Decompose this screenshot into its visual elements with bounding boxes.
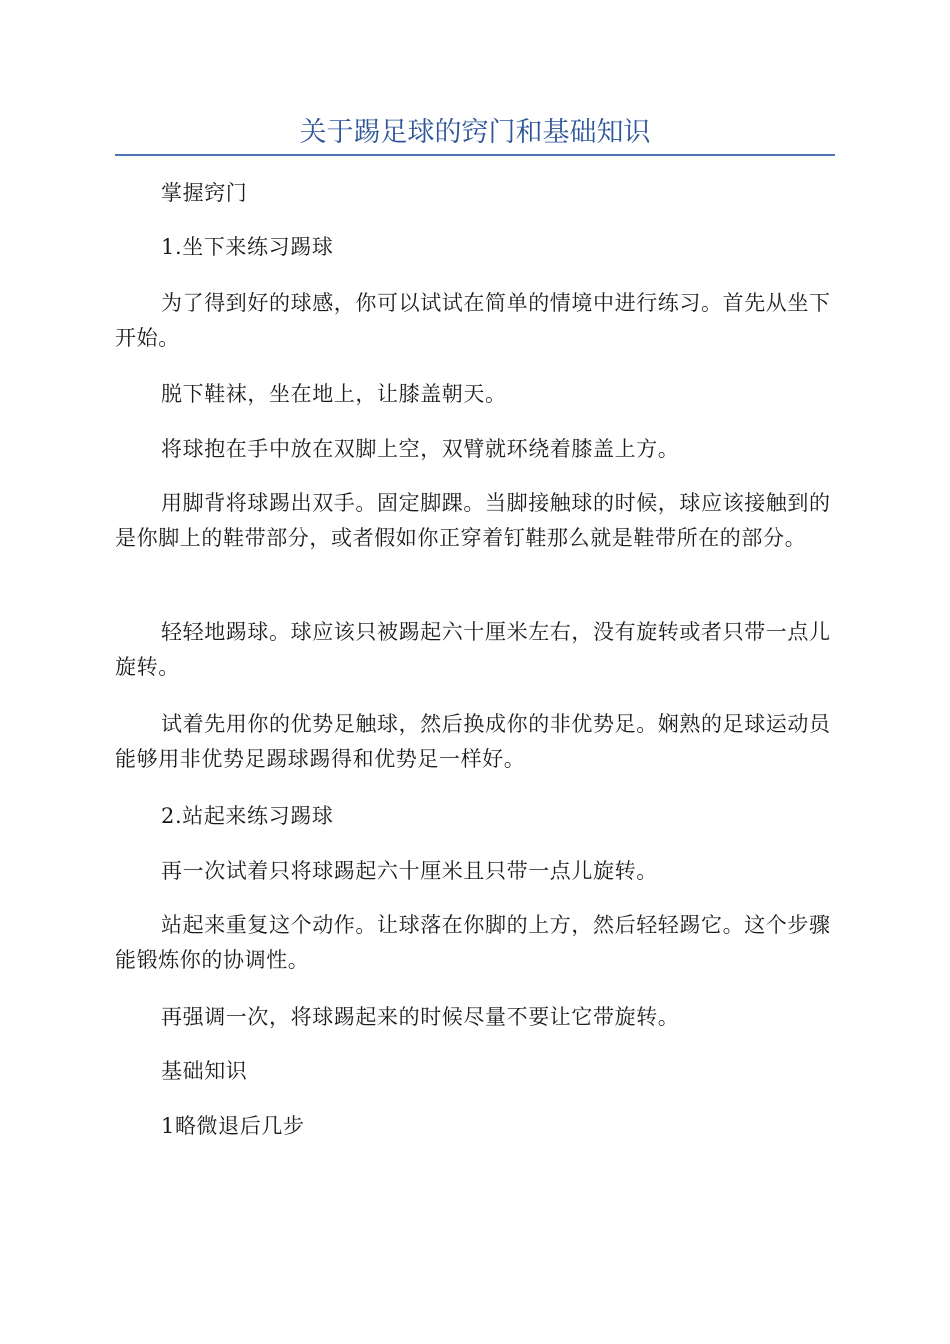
section-heading-basics: 基础知识 — [161, 1059, 248, 1083]
paragraph-no-spin: 再强调一次，将球踢起来的时候尽量不要让它带旋转。 — [161, 1005, 680, 1029]
title-underline — [115, 154, 835, 156]
paragraph-ball-feel: 为了得到好的球感，你可以试试在简单的情境中进行练习。首先从坐下开始。 — [115, 291, 831, 350]
subheading-step-back: 1略微退后几步 — [161, 1114, 305, 1138]
paragraph-kick-again: 再一次试着只将球踢起六十厘米且只带一点儿旋转。 — [161, 859, 658, 883]
document-title: 关于踢足球的窍门和基础知识 — [299, 117, 651, 148]
paragraph-remove-shoes: 脱下鞋袜，坐在地上，让膝盖朝天。 — [161, 382, 507, 406]
paragraph-instep-kick: 用脚背将球踢出双手。固定脚踝。当脚接触球的时候，球应该接触到的是你脚上的鞋带部分，或者假如你正穿着钉鞋那么就是鞋带所在的部分。 — [115, 491, 831, 550]
section-heading-tips: 掌握窍门 — [161, 181, 248, 205]
paragraph-dominant-foot: 试着先用你的优势足触球，然后换成你的非优势足。娴熟的足球运动员能够用非优势足踢球踢得和优势足一样好。 — [115, 712, 831, 771]
paragraph-hold-ball: 将球抱在手中放在双脚上空，双臂就环绕着膝盖上方。 — [161, 437, 680, 461]
paragraph-gentle-kick: 轻轻地踢球。球应该只被踢起六十厘米左右，没有旋转或者只带一点儿旋转。 — [115, 620, 831, 679]
paragraph-stand-repeat: 站起来重复这个动作。让球落在你脚的上方，然后轻轻踢它。这个步骤能锻炼你的协调性。 — [115, 913, 831, 972]
subheading-stand-practice: 2.站起来练习踢球 — [161, 804, 334, 828]
subheading-sit-practice: 1.坐下来练习踢球 — [161, 235, 334, 259]
